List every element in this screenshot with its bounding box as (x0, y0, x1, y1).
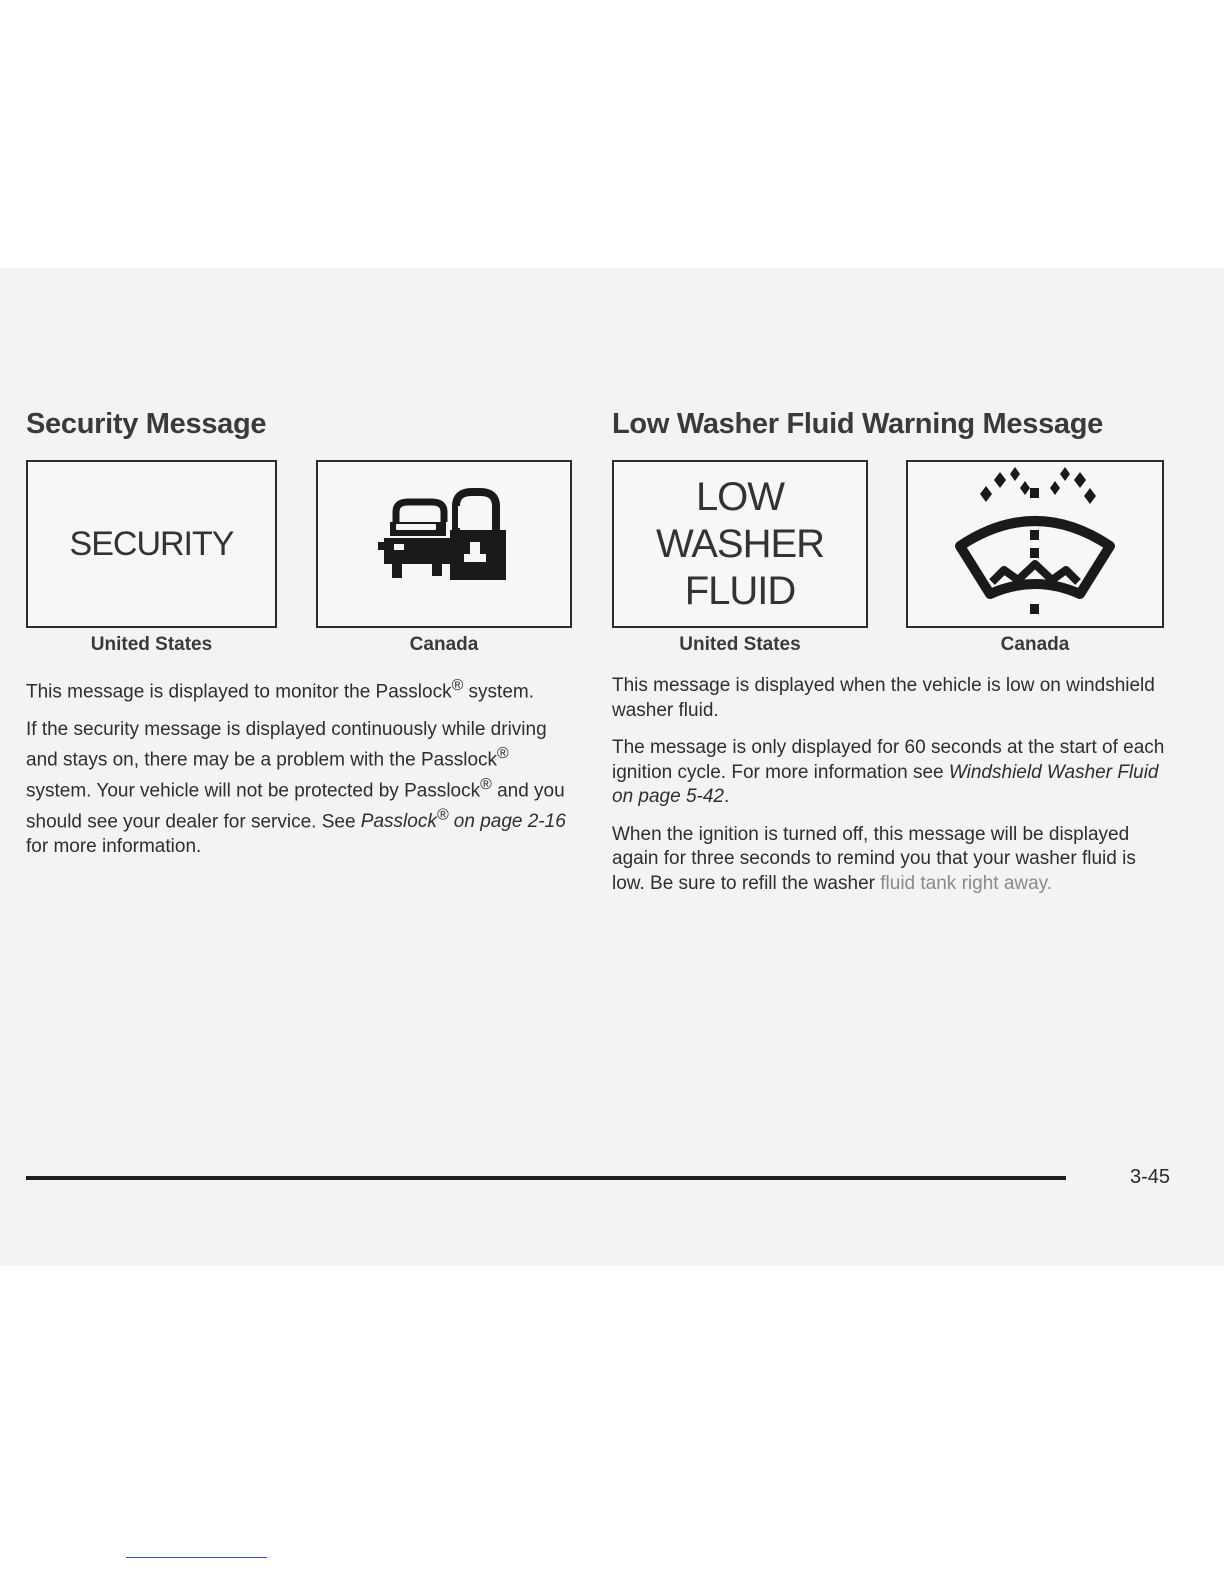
washer-paragraph-2: The message is only displayed for 60 seconds at the start of each ignition cycle. For more information see Windshield Washer Fluid on page 5-42. (612, 737, 1165, 807)
washer-captions (612, 630, 1172, 674)
security-paragraph-1: This message is displayed to monitor the Passlock® system. (26, 677, 534, 703)
washer-display-text: LOW WASHER FLUID (655, 474, 825, 613)
washer-title: Low Washer Fluid Warning Message (612, 408, 1103, 440)
security-us-display (26, 460, 277, 628)
footer-rule (26, 1176, 1066, 1180)
security-ca-display (316, 460, 572, 628)
security-section (26, 400, 576, 872)
washer-us-display (612, 460, 868, 628)
link-underline[interactable] (126, 1557, 267, 1558)
washer-section (612, 400, 1172, 909)
security-display-text: SECURITY (69, 525, 234, 563)
washer-ca-display (906, 460, 1164, 628)
windshield-washer-icon (940, 466, 1130, 622)
security-paragraph-2: If the security message is displayed continuously while driving and stays on, there may be a problem with the Passlock® system. Your vehicle will not be protected by Passlock® and you should see your dealer for service. See Passlock® on page 2-16 for more information. (26, 718, 566, 857)
security-panels (26, 452, 576, 630)
washer-paragraph-1: This message is displayed when the vehicle is low on windshield washer fluid. (612, 675, 1155, 721)
security-captions (26, 630, 576, 674)
page-number: 3-45 (1129, 1166, 1170, 1188)
security-caption-us: United States (90, 634, 213, 655)
washer-panels (612, 452, 1172, 630)
passlock-reference-link[interactable]: Passlock® on page 2-16 (360, 806, 566, 833)
washer-caption-ca: Canada (1000, 634, 1070, 655)
washer-paragraph-3: When the ignition is turned off, this message will be displayed again for three seconds to remind you that your washer fluid is low. Be sure to refill the washer fluid tank right away. (612, 823, 1136, 894)
windshield-washer-fluid-link[interactable]: Windshield Washer Fluid on page 5-42 (612, 761, 1159, 807)
faded-text: fluid tank right away. (880, 872, 1053, 894)
security-title: Security Message (26, 408, 267, 440)
washer-caption-us: United States (679, 634, 801, 655)
security-caption-ca: Canada (409, 634, 479, 655)
padlock-vehicle-icon (374, 484, 514, 604)
